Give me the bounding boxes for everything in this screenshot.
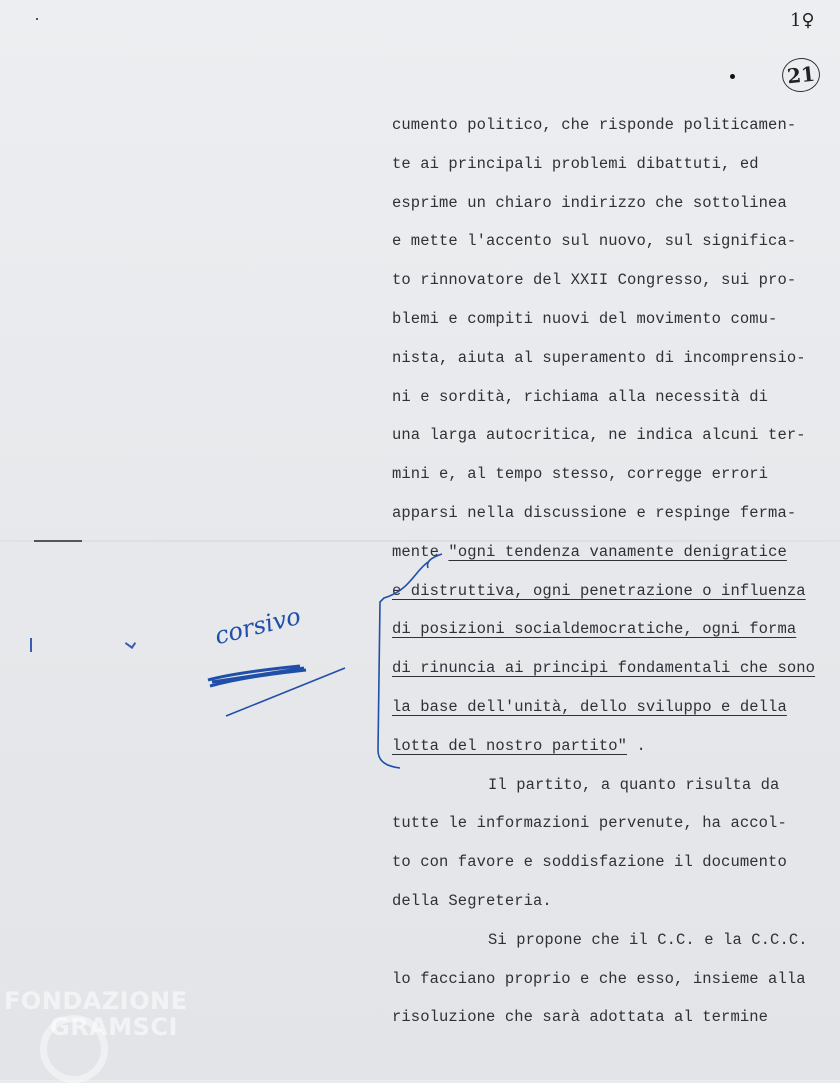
text-line: mini e, al tempo stesso, corregge errori	[392, 465, 769, 484]
quote-line: lotta del nostro partito"	[392, 736, 628, 755]
page-number-text: 21	[785, 61, 817, 89]
quote-line: la base dell'unità, dello sviluppo e della	[392, 697, 787, 716]
quote-line: "ogni tendenza vanamente denigratice	[448, 542, 787, 561]
text-line: Si propone che il C.C. e la C.C.C.	[488, 930, 808, 949]
margin-note: corsivo	[211, 601, 304, 651]
corner-handwritten-mark: 1♀	[790, 10, 815, 31]
watermark	[4, 988, 188, 1040]
text-line: cumento politico, che risponde politicamen-	[392, 116, 797, 134]
text-line: ni e sordità, richiama alla necessità di	[392, 387, 769, 406]
pen-tick	[30, 638, 32, 652]
quote-trail: .	[627, 736, 646, 755]
quote-line: di rinuncia ai principi fondamentali che sono	[392, 659, 816, 678]
text-line: to con favore e soddisfazione il documento	[392, 853, 787, 872]
scribble-icon	[200, 640, 350, 720]
text-line: una larga autocritica, ne indica alcuni ter-	[392, 426, 806, 445]
text-line: apparsi nella discussione e respinge ferma-	[392, 503, 797, 522]
text-line: lo facciano proprio e che esso, insieme alla	[392, 969, 806, 988]
text-line: te ai principali problemi dibattuti, ed	[392, 154, 759, 173]
fold-mark	[34, 540, 82, 542]
quote-bracket-icon	[370, 540, 460, 780]
speck	[36, 18, 38, 20]
text-line: Il partito, a quanto risulta da	[488, 775, 780, 794]
page-number-circled	[780, 56, 821, 94]
text-line: e mette l'accento sul nuovo, sul significa-	[392, 232, 797, 251]
text-line: della Segreteria.	[392, 891, 552, 910]
quote-line: e distruttiva, ogni penetrazione o influenza	[392, 581, 806, 600]
text-line: nista, aiuta al superamento di incomprensio-	[392, 348, 806, 367]
quote-line: di posizioni socialdemocratiche, ogni forma	[392, 620, 797, 639]
text-line: to rinnovatore del XXII Congresso, sui pro-	[392, 271, 797, 290]
text-line: tutte le informazioni pervenute, ha accol-	[392, 814, 787, 833]
watermark-line: FONDAZIONE	[4, 987, 188, 1015]
text-line: esprime un chiaro indirizzo che sottolinea	[392, 193, 787, 212]
ink-dot	[730, 74, 735, 79]
quote-lead: mente	[392, 542, 449, 561]
pen-tick	[125, 638, 136, 649]
text-line: risoluzione che sarà adottata al termine	[392, 1008, 769, 1027]
text-line: blemi e compiti nuovi del movimento comu-	[392, 309, 778, 328]
watermark-line: GRAMSCI	[50, 1013, 178, 1041]
